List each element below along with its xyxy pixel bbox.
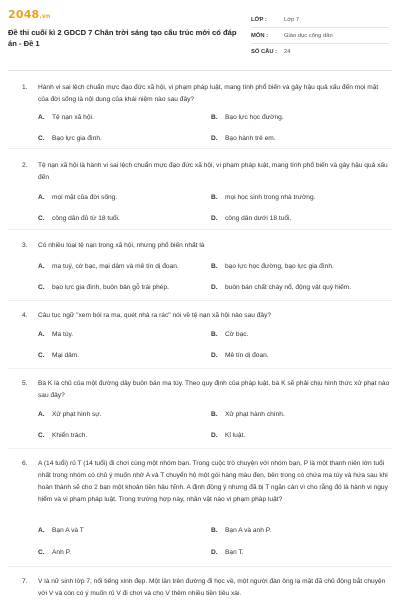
option-b[interactable]: B. bạo lực học đường, bạo lực gia đình. [211, 263, 334, 270]
document-header [0, 0, 400, 66]
option-a[interactable]: A. ma tuý, cờ bạc, mại dâm và mê tín dị đoan. [38, 263, 179, 270]
document-meta [251, 12, 389, 60]
question-text: Tệ nạn xã hội là hành vi sai lệch chuẩn mực đạo đức xã hội, vi phạm pháp luật, mang tính phổ biến và gây hậu quả xấu đến [38, 161, 388, 181]
question-text: Có nhiều loại tệ nạn trong xã hội, nhưng phổ biến nhất là [38, 241, 205, 249]
option-a[interactable]: A. Xử phạt hình sự. [38, 411, 102, 418]
question-number: 4. [22, 312, 28, 319]
meta-subject: MÔN : Giáo dục công dân [251, 28, 389, 44]
option-b[interactable]: B. mọi học sinh trong nhà trường. [211, 194, 316, 201]
option-a[interactable]: A. Bạn A và T [38, 527, 84, 534]
option-d[interactable]: D. Mê tín dị đoan. [211, 352, 269, 359]
option-b[interactable]: B. Bạo lực học đường. [211, 114, 284, 121]
option-a[interactable]: A. Ma túy. [38, 331, 74, 338]
question-text: Bà K là chủ của một đường dây buôn bán ma túy. Theo quy định của pháp luật, bà K sẽ phải chịu hình thức xử phạt nào sau đây? [38, 379, 390, 399]
meta-grade: LỚP : Lớp 7 [251, 12, 389, 28]
meta-question-count: SỐ CÂU : 24 [251, 49, 291, 55]
option-c[interactable]: C. công dân đủ từ 18 tuổi. [38, 215, 120, 222]
question-divider [8, 148, 392, 149]
option-d[interactable]: D. buôn bán chất cháy nổ, động vật quý hiếm. [211, 284, 352, 291]
question-divider [8, 448, 392, 449]
option-d[interactable]: D. Bạo hành trẻ em. [211, 135, 276, 142]
option-a[interactable]: A. Tệ nạn xã hội. [38, 114, 94, 121]
option-d[interactable]: D. Bạn T. [211, 549, 244, 556]
question-text: Câu tục ngữ "xem bói ra ma, quét nhà ra rác" nói về tệ nạn xã hội nào sau đây? [38, 311, 272, 319]
option-a[interactable]: A. mọi mặt của đời sống. [38, 194, 118, 201]
header-divider [8, 70, 392, 71]
option-b[interactable]: B. Xử phạt hành chính. [211, 411, 285, 418]
question-text: A (14 tuổi) rủ T (14 tuổi) đi chơi cùng một nhóm bạn. Trong cuộc trò chuyện với nhóm bạn, P là một thanh niên lớn tuổi nhất trong nhóm có chủ ý muốn nhờ A và T chuyển hộ một gói hàng màu đen, bên trong có chứa ma túy và hứa sau khi hoàn thành sẽ cho 2 bạn một khoản tiền hậu hĩnh. A định đồng ý nhưng đã bị T ngăn cản vì cho rằng đó là hành vi nguy hiểm và vi phạm pháp luật. Trong trường hợp này, nhân vật nào vi phạm pháp luật? [38, 459, 388, 503]
option-c[interactable]: C. Mại dâm. [38, 352, 80, 359]
option-c[interactable]: C. Khiển trách. [38, 432, 88, 439]
option-c[interactable]: C. Anh P. [38, 549, 71, 556]
question-text: Hành vi sai lệch chuẩn mực đạo đức xã hội, vi phạm pháp luật, mang tính phổ biến và gây hậu quả xấu đến mọi mặt của đời sống là nội dung của khái niệm nào sau đây? [38, 83, 379, 103]
question-divider [8, 566, 392, 567]
option-c[interactable]: C. bạo lực gia đình, buôn bán gỗ trái phép. [38, 284, 169, 291]
question-number: 6. [22, 460, 28, 467]
option-b[interactable]: B. Bạn A và anh P. [211, 527, 272, 534]
question-number: 2. [22, 162, 28, 169]
option-d[interactable]: D. công dân dưới 18 tuổi. [211, 215, 292, 222]
question-number: 3. [22, 242, 28, 249]
question-divider [8, 300, 392, 301]
question-divider [8, 229, 392, 230]
document-title: Đề thi cuối kì 2 GDCD 7 Chân trời sáng tạo cấu trúc mới có đáp án - Đề 1 [8, 28, 237, 48]
site-logo[interactable]: 2048.vn [8, 8, 51, 21]
question-number: 7. [22, 578, 28, 585]
question-number: 1. [22, 84, 28, 91]
option-c[interactable]: C. Bạo lực gia đình. [38, 135, 102, 142]
option-d[interactable]: D. Kỉ luật. [211, 432, 246, 439]
question-divider [8, 368, 392, 369]
question-text: V là nữ sinh lớp 7, nổi tiếng xinh đẹp. Một lần trên đường đi học về, một người đàn ông lạ mặt đã chủ động bắt chuyện với V và còn có ý muốn rủ V đi chơi và cho V thêm nhiều tiền tiêu xài. [38, 577, 386, 597]
question-number: 5. [22, 380, 28, 387]
option-b[interactable]: B. Cờ bạc. [211, 331, 249, 338]
